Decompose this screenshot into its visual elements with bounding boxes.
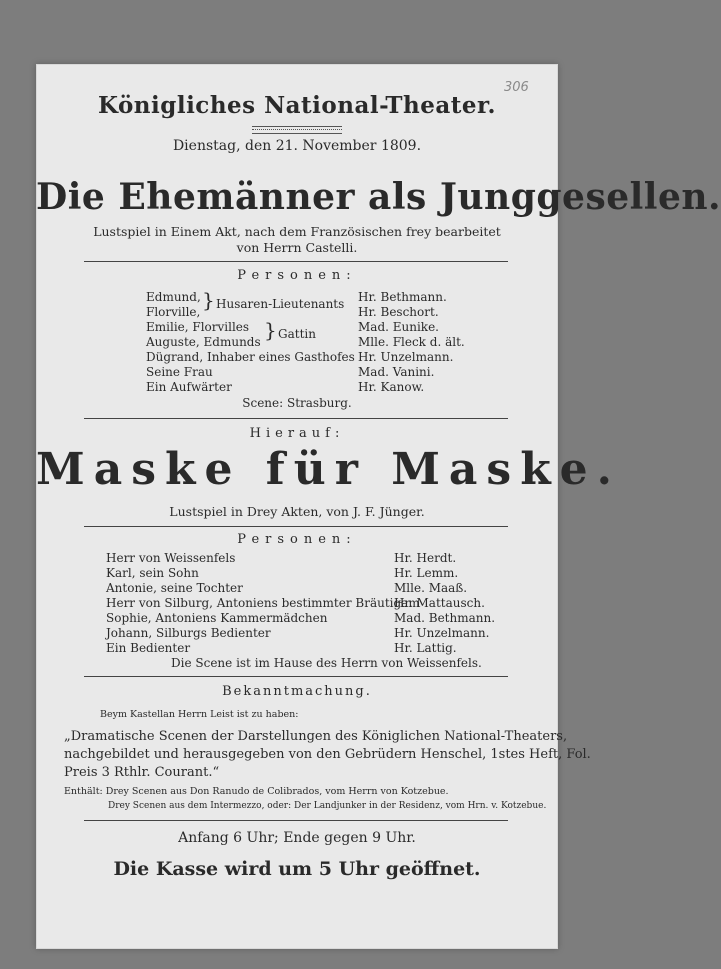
cast-actor: Hr. Lemm. xyxy=(394,566,459,580)
cast-role: Sophie, Antoniens Kammermädchen xyxy=(106,611,328,625)
divider xyxy=(84,526,508,527)
divider xyxy=(84,261,508,262)
cast-role: Emilie, Florvilles xyxy=(146,320,250,334)
playbill-page xyxy=(36,64,721,949)
cast-role: Karl, sein Sohn xyxy=(106,566,199,580)
cast-role: Antonie, seine Tochter xyxy=(106,581,243,595)
play2-personen-heading: Personen: xyxy=(237,532,357,547)
play1-title: Die Ehemänner als Junggesellen. xyxy=(36,176,721,218)
box-office-note: Die Kasse wird um 5 Uhr geöffnet. xyxy=(113,858,481,880)
cast-role: Herr von Weissenfels xyxy=(106,551,236,565)
brace: } xyxy=(202,288,215,312)
announcement-contents: Enthält: Drey Scenen aus Don Ranudo de Colibrados, vom Herrn von Kotzebue. xyxy=(64,786,449,797)
cast-role: Ein Aufwärter xyxy=(146,380,232,394)
cast-actor: Mad. Vanini. xyxy=(358,365,435,379)
ornament-divider xyxy=(252,126,342,134)
play2-subtitle: Lustspiel in Drey Akten, von J. F. Jünger. xyxy=(169,504,425,519)
cast-role: Ein Bedienter xyxy=(106,641,191,655)
divider xyxy=(84,676,508,677)
announcement-intro: Beym Kastellan Herrn Leist ist zu haben: xyxy=(100,709,299,720)
play1-subtitle: Lustspiel in Einem Akt, nach dem Französischen frey bearbeitet xyxy=(93,224,501,239)
performance-times: Anfang 6 Uhr; Ende gegen 9 Uhr. xyxy=(178,830,416,846)
cast-role: Edmund, xyxy=(146,290,201,304)
cast-role: Dügrand, Inhaber eines Gasthofes xyxy=(146,350,355,364)
cast-role: Florville, xyxy=(146,305,201,319)
brace: } xyxy=(264,318,277,342)
brace-label: Husaren-Lieutenants xyxy=(216,297,345,311)
play1-personen-heading: Personen: xyxy=(237,268,357,283)
announcement-line: Preis 3 Rthlr. Courant.“ xyxy=(64,765,220,780)
cast-actor: Mad. Eunike. xyxy=(358,320,439,334)
cast-actor: Hr. Bethmann. xyxy=(358,290,447,304)
announcement-line: „Dramatische Scenen der Darstellungen des Königlichen National-Theaters, xyxy=(64,729,568,744)
cast-actor: Mlle. Maaß. xyxy=(394,581,468,595)
divider xyxy=(84,820,508,821)
announcement-heading: Bekanntmachung. xyxy=(222,684,372,699)
divider xyxy=(84,418,508,419)
cast-actor: Hr. Kanow. xyxy=(358,380,425,394)
announcement-line: nachgebildet und herausgegeben von den Gebrüdern Henschel, 1stes Heft, Fol. xyxy=(64,747,591,762)
cast-role: Auguste, Edmunds xyxy=(146,335,261,349)
cast-actor: Mlle. Fleck d. ält. xyxy=(358,335,465,349)
archive-number: 306 xyxy=(504,80,529,95)
cast-actor: Hr. Unzelmann. xyxy=(394,626,490,640)
hierauf-label: Hierauf: xyxy=(249,426,345,441)
cast-actor: Hr. Herdt. xyxy=(394,551,457,565)
cast-role: Johann, Silburgs Bedienter xyxy=(106,626,271,640)
cast-actor: Hr. Beschort. xyxy=(358,305,439,319)
announcement-contents: Drey Scenen aus dem Intermezzo, oder: Der Landjunker in der Residenz, vom Hrn. v. Kotzebue. xyxy=(108,801,547,811)
cast-actor: Mad. Bethmann. xyxy=(394,611,496,625)
cast-actor: Hr. Mattausch. xyxy=(394,596,485,610)
performance-date: Dienstag, den 21. November 1809. xyxy=(172,138,422,154)
cast-actor: Hr. Lattig. xyxy=(394,641,457,655)
theater-name: Königliches National-Theater. xyxy=(97,92,497,119)
cast-role: Seine Frau xyxy=(146,365,213,379)
cast-actor: Hr. Unzelmann. xyxy=(358,350,454,364)
play2-title: Maske für Maske. xyxy=(36,444,621,495)
play1-author: von Herrn Castelli. xyxy=(236,240,358,255)
cast-role: Herr von Silburg, Antoniens bestimmter Bräutigam xyxy=(106,596,420,610)
play1-scene: Scene: Strasburg. xyxy=(242,396,352,410)
play2-scene: Die Scene ist im Hause des Herrn von Weissenfels. xyxy=(171,656,482,670)
brace-label: Gattin xyxy=(278,327,316,341)
